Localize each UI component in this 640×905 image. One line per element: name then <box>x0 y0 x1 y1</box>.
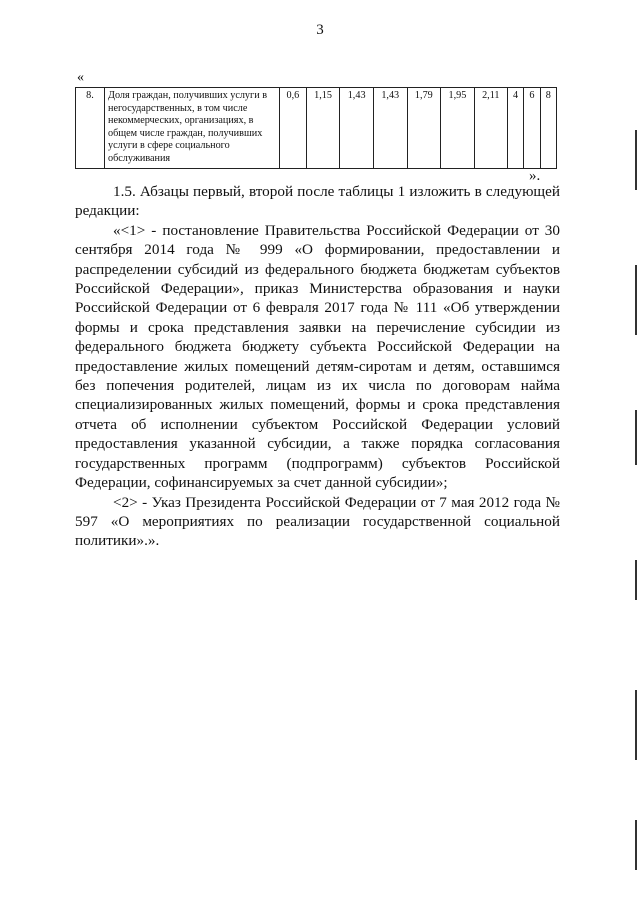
indicator-table <box>75 87 557 169</box>
body-text <box>75 182 560 551</box>
row-number: 8. <box>76 88 105 169</box>
page-number: 3 <box>316 22 324 38</box>
scan-edge-marks <box>634 0 640 905</box>
paragraph-footnote-2: <2> - Указ Президента Российской Федерации от 7 мая 2012 года № 597 «О мероприятиях по реализации государственной социальной политики».». <box>75 493 560 550</box>
paragraph-amendment-intro: 1.5. Абзацы первый, второй после таблицы 1 изложить в следующей редакции: <box>75 183 560 220</box>
table-open-quote: « <box>77 70 84 85</box>
row-description: Доля граждан, получивших услуги в негосударственных, в том числе некоммерческих, организациях, в общем числе граждан, получивших услуги в сфере социального обслуживания <box>105 88 280 169</box>
value-cell: 6 <box>524 88 540 169</box>
value-cell: 1,43 <box>340 88 374 169</box>
paragraph-footnote-1: «<1> - постановление Правительства Российской Федерации от 30 сентября 2014 года № 999 «О формировании, предоставлении и распределении субсидий из федерального бюджета бюджетам субъектов Российской Федерации», приказ Министерства образования и науки Российской Федерации от 6 февраля 2017 года № 111 «Об утверждении формы и срока представления заявки на перечисление субсидии из федерального бюджета бюджету субъекта Российской Федерации на предоставление жилых помещений детям-сиротам и детям, оставшимся без попечения родителей, лицам из их числа по договорам найма специализированных жилых помещений, формы и срока представления отчета об исполнении субъектом Российской Федерации условий предоставления указанной субсидии, а также порядка согласования государственных программ (подпрограмм) субъектов Российской Федерации, софинансируемых за счет данной субсидии»; <box>75 221 560 492</box>
value-cell: 4 <box>507 88 523 169</box>
value-cell: 2,11 <box>474 88 507 169</box>
table-close-quote: ». <box>529 168 541 184</box>
value-cell: 1,43 <box>373 88 407 169</box>
value-cell: 1,79 <box>407 88 441 169</box>
value-cell: 1,15 <box>306 88 340 169</box>
value-cell: 0,6 <box>280 88 307 169</box>
value-cell: 1,95 <box>441 88 475 169</box>
value-cell: 8 <box>540 88 556 169</box>
table-row <box>76 88 557 169</box>
